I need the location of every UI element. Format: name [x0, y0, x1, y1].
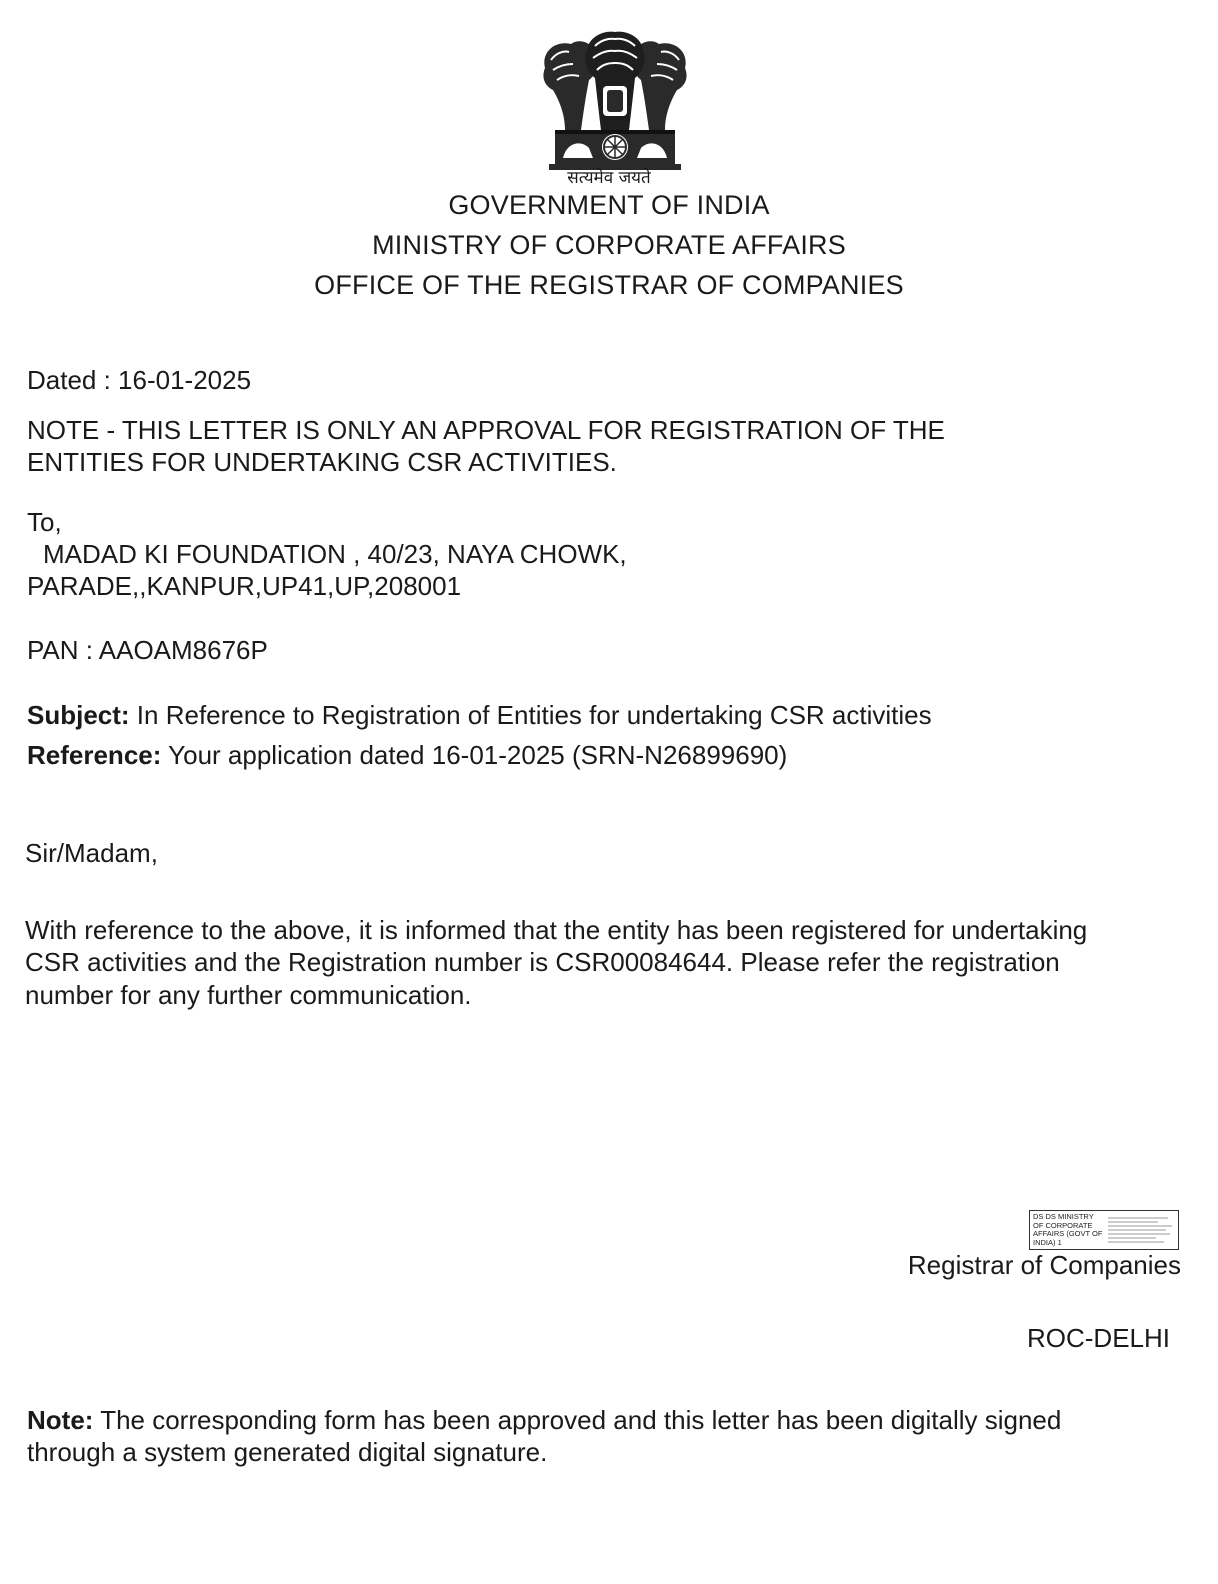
stamp-text: DS DS MINISTRY OF CORPORATE AFFAIRS (GOVT OF INDIA) 1 — [1033, 1212, 1103, 1247]
body-line3: number for any further communication. — [25, 980, 472, 1010]
pan: PAN : AAOAM8676P — [27, 635, 268, 665]
note-top-line1: NOTE - THIS LETTER IS ONLY AN APPROVAL FOR REGISTRATION OF THE — [27, 415, 945, 445]
signatory-office: ROC-DELHI — [1026, 1323, 1170, 1353]
body-line2: CSR activities and the Registration number is CSR00084644. Please refer the registration — [25, 947, 1060, 977]
signatory-title: Registrar of Companies — [907, 1250, 1181, 1280]
motto: सत्यमेव जयते — [567, 168, 651, 188]
signature-microtext-icon — [1108, 1216, 1174, 1246]
footer-note-line2: through a system generated digital signature. — [27, 1437, 548, 1467]
salutation: Sir/Madam, — [25, 838, 158, 868]
subject-label: Subject: — [27, 700, 130, 730]
footer-note-line1 — [27, 1404, 1061, 1437]
dated: Dated : 16-01-2025 — [27, 365, 252, 395]
reference-text: Your application dated 16-01-2025 (SRN-N26899690) — [161, 740, 788, 770]
addressee-line2: PARADE,,KANPUR,UP41,UP,208001 — [27, 571, 462, 601]
header-office: OFFICE OF THE REGISTRAR OF COMPANIES — [314, 270, 904, 300]
footer-note-text: The corresponding form has been approved and this letter has been digitally signed — [93, 1405, 1062, 1435]
reference-label: Reference: — [27, 740, 162, 770]
reference — [27, 739, 787, 772]
digital-signature-stamp — [1029, 1210, 1179, 1250]
subject-text: In Reference to Registration of Entities for undertaking CSR activities — [129, 700, 932, 730]
body-line1: With reference to the above, it is informed that the entity has been registered for undertaking — [25, 915, 1088, 945]
note-top-line2: ENTITIES FOR UNDERTAKING CSR ACTIVITIES. — [27, 447, 617, 477]
subject — [27, 699, 932, 732]
header-government: GOVERNMENT OF INDIA — [448, 190, 770, 220]
addressee-to: To, — [27, 507, 62, 537]
footer-note-label: Note: — [27, 1405, 94, 1435]
addressee-line1: MADAD KI FOUNDATION , 40/23, NAYA CHOWK, — [43, 539, 627, 569]
national-emblem — [535, 30, 695, 172]
header-ministry: MINISTRY OF CORPORATE AFFAIRS — [372, 230, 846, 260]
